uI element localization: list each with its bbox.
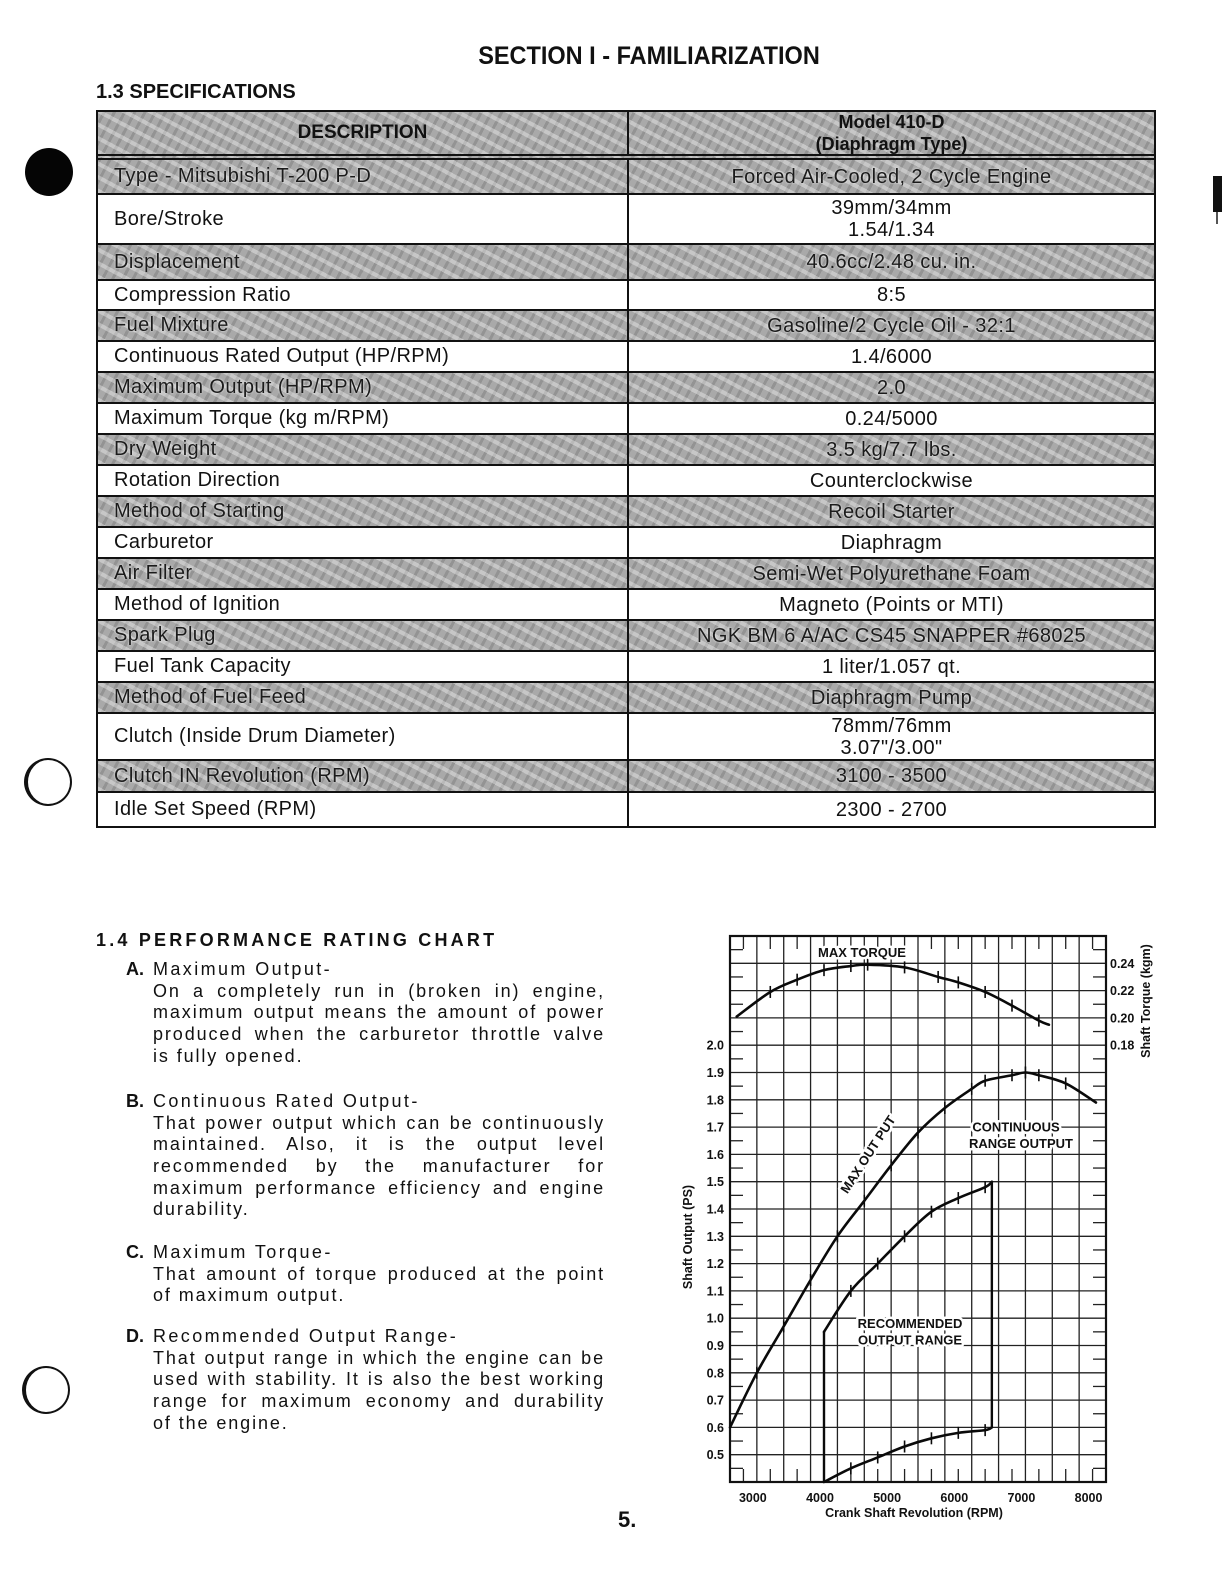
spec-value	[629, 195, 1154, 243]
annotation-max-torque: MAX TORQUE	[818, 944, 906, 960]
spec-value: Forced Air-Cooled, 2 Cycle Engine	[731, 165, 1052, 188]
y2-axis-title: Shaft Torque (kgm)	[1139, 944, 1153, 1058]
table-row	[98, 652, 1154, 683]
spec-value: NGK BM 6 A/AC CS45 SNAPPER #68025	[697, 624, 1086, 647]
spec-value: 8:5	[876, 284, 906, 306]
spec-label: Maximum Output (HP/RPM)	[98, 373, 629, 402]
definition-item	[96, 1091, 616, 1221]
x-tick-label: 7000	[1007, 1491, 1036, 1505]
table-header	[98, 112, 1154, 160]
y-tick-label: 1.7	[706, 1120, 724, 1135]
spec-value: 2.0	[876, 376, 906, 399]
spec-label: Air Filter	[98, 559, 629, 588]
annotation-recommended: RECOMMENDED	[857, 1316, 963, 1332]
y-tick-label: 1.2	[706, 1257, 724, 1272]
item-text-line: durability.	[153, 1199, 250, 1220]
x-axis-title: Crank Shaft Revolution (RPM)	[825, 1506, 1003, 1520]
binder-hole	[22, 1366, 70, 1414]
table-row	[98, 311, 1154, 342]
item-text-line: maintained. Also, it is the output level	[153, 1134, 605, 1155]
spec-label: Dry Weight	[98, 435, 629, 464]
x-tick-label: 6000	[940, 1491, 969, 1505]
item-letter: D.	[126, 1326, 144, 1346]
table-row	[98, 793, 1154, 826]
annotation-continuous: CONTINUOUS	[972, 1119, 1060, 1135]
x-tick-label: 3000	[738, 1491, 767, 1505]
table-row	[98, 160, 1154, 195]
y-tick-label: 1.3	[706, 1229, 724, 1244]
item-title: Recommended Output Range-	[153, 1326, 459, 1346]
item-text-line: is fully opened.	[153, 1045, 304, 1066]
item-title: Maximum Output-	[153, 959, 333, 979]
plot-layer	[730, 936, 1106, 1482]
table-row	[98, 281, 1154, 311]
table-row	[98, 559, 1154, 590]
item-text-line: maximum performance efficiency and engine	[153, 1177, 605, 1198]
x-tick-label: 8000	[1074, 1491, 1103, 1505]
y-tick-label: 1.0	[706, 1311, 724, 1326]
spec-value: 40.6cc/2.48 cu. in.	[806, 251, 977, 273]
table-row	[98, 683, 1154, 714]
spec-value-imperial: 1.54/1.34	[847, 219, 935, 241]
spec-label: Idle Set Speed (RPM)	[98, 793, 629, 826]
y-tick-label: 1.9	[706, 1066, 724, 1080]
y-tick-label: 1.4	[706, 1202, 724, 1217]
spec-value: 1.4/6000	[850, 345, 933, 368]
spec-value-metric: 78mm/76mm	[831, 714, 952, 737]
y-axis-title: Shaft Output (PS)	[681, 1184, 695, 1290]
table-row	[98, 590, 1154, 621]
spec-label: Carburetor	[98, 528, 629, 557]
performance-heading: 1.4 PERFORMANCE RATING CHART	[96, 930, 498, 950]
spec-label: Type - Mitsubishi T-200 P-D	[98, 160, 629, 193]
spec-label: Displacement	[98, 245, 629, 279]
table-row	[98, 404, 1154, 435]
spec-label: Clutch (Inside Drum Diameter)	[98, 714, 629, 759]
y-tick-label: 1.6	[706, 1147, 724, 1162]
item-letter: A.	[126, 959, 144, 979]
spec-value: Recoil Starter	[828, 500, 955, 523]
spec-value: 0.24/5000	[845, 407, 938, 430]
table-row	[98, 195, 1154, 245]
spec-value-imperial: 3.07"/3.00"	[840, 736, 943, 759]
item-text-line: maximum output means the amount of power	[153, 1002, 605, 1023]
spec-label: Method of Ignition	[98, 590, 629, 619]
performance-chart	[680, 925, 1180, 1530]
y2-tick-label: 0.20	[1110, 1011, 1135, 1026]
spec-value: Diaphragm	[840, 531, 943, 554]
tick-labels	[707, 957, 1135, 1505]
spec-label: Rotation Direction	[98, 466, 629, 495]
column-header-model	[629, 112, 1154, 154]
binder-hole-filled	[25, 148, 73, 196]
specifications-table	[96, 110, 1156, 828]
definition-item	[96, 1326, 616, 1434]
table-row	[98, 373, 1154, 404]
item-text-line: On a completely run in (broken in) engine,	[153, 980, 605, 1001]
page-number: 5.	[618, 1507, 637, 1532]
spec-value: 2300 - 2700	[835, 798, 948, 821]
spec-value: Diaphragm Pump	[810, 686, 973, 709]
y2-tick-label: 0.18	[1110, 1038, 1135, 1053]
x-tick-label: 5000	[873, 1491, 902, 1505]
spec-label: Method of Starting	[98, 497, 629, 526]
item-text-line: recommended by the manufacturer for	[153, 1156, 605, 1177]
spec-value: Magneto (Points or MTI)	[779, 593, 1004, 616]
definition-item	[96, 959, 616, 1067]
spec-value: Gasoline/2 Cycle Oil - 32:1	[767, 314, 1016, 337]
y2-tick-label: 0.24	[1110, 956, 1135, 971]
continuous-range-output-curve	[824, 1182, 992, 1332]
y-tick-label: 0.9	[706, 1339, 724, 1353]
table-row	[98, 342, 1154, 373]
binder-hole	[24, 758, 72, 806]
item-text-line: That amount of torque produced at the point	[153, 1263, 605, 1284]
y-tick-label: 0.5	[706, 1448, 724, 1463]
scan-edge-mark	[1216, 212, 1218, 224]
spec-label: Spark Plug	[98, 621, 629, 650]
spec-value: Semi-Wet Polyurethane Foam	[752, 562, 1031, 585]
model-type: (Diaphragm Type)	[815, 134, 968, 154]
spec-label: Compression Ratio	[98, 281, 629, 309]
annotation-output-range: OUTPUT RANGE	[858, 1332, 963, 1348]
table-row	[98, 761, 1154, 793]
spec-value: 3.5 kg/7.7 lbs.	[826, 438, 957, 461]
spec-value: 3100 - 3500	[835, 765, 948, 787]
item-title: Maximum Torque-	[153, 1242, 333, 1262]
model-name: Model 410-D	[838, 112, 945, 132]
spec-value: Counterclockwise	[809, 469, 974, 492]
spec-value	[629, 714, 1154, 759]
spec-label: Method of Fuel Feed	[98, 683, 629, 712]
y-tick-label: 0.6	[706, 1420, 724, 1435]
item-letter: B.	[126, 1091, 144, 1111]
item-text-line: range for maximum economy and durability	[153, 1391, 605, 1412]
spec-value: 1 liter/1.057 qt.	[821, 655, 962, 678]
column-header-description: DESCRIPTION	[98, 112, 629, 154]
scan-edge-mark	[1213, 176, 1222, 212]
spec-label: Bore/Stroke	[98, 195, 629, 243]
annotation-max-output: MAX OUT PUT	[837, 1112, 899, 1197]
x-tick-label: 4000	[806, 1491, 834, 1505]
item-text-line: used with stability. It is also the best working	[153, 1369, 605, 1390]
y-tick-label: 0.7	[706, 1393, 724, 1408]
spec-label: Fuel Mixture	[98, 311, 629, 340]
item-letter: C.	[126, 1242, 144, 1262]
spec-value-metric: 39mm/34mm	[831, 197, 952, 219]
item-text-line: of maximum output.	[153, 1285, 346, 1306]
table-row	[98, 528, 1154, 559]
section-title: SECTION I - FAMILIARIZATION	[478, 42, 820, 70]
y-tick-label: 2.0	[706, 1038, 724, 1053]
item-text-line: That power output which can be continuously	[153, 1112, 605, 1133]
spec-label: Maximum Torque (kg m/RPM)	[98, 404, 629, 433]
y-tick-label: 1.5	[706, 1175, 724, 1190]
item-text-line: That output range in which the engine can be	[153, 1347, 605, 1368]
specifications-heading: 1.3 SPECIFICATIONS	[96, 81, 296, 103]
table-row	[98, 497, 1154, 528]
spec-label: Fuel Tank Capacity	[98, 652, 629, 681]
table-row	[98, 435, 1154, 466]
y-tick-label: 1.1	[706, 1284, 724, 1299]
spec-label: Continuous Rated Output (HP/RPM)	[98, 342, 629, 371]
y2-tick-label: 0.22	[1110, 984, 1135, 999]
spec-label: Clutch IN Revolution (RPM)	[98, 761, 629, 791]
definition-item	[96, 1242, 616, 1307]
table-row	[98, 245, 1154, 281]
y-tick-label: 1.8	[706, 1093, 724, 1108]
table-row	[98, 466, 1154, 497]
table-row	[98, 714, 1154, 761]
item-text-line: produced when the carburetor throttle valve	[153, 1024, 605, 1045]
annotation-range-output: RANGE OUTPUT	[968, 1135, 1073, 1151]
table-row	[98, 621, 1154, 652]
item-text-line: of the engine.	[153, 1412, 289, 1433]
y-tick-label: 0.8	[706, 1366, 724, 1381]
item-title: Continuous Rated Output-	[153, 1091, 420, 1111]
